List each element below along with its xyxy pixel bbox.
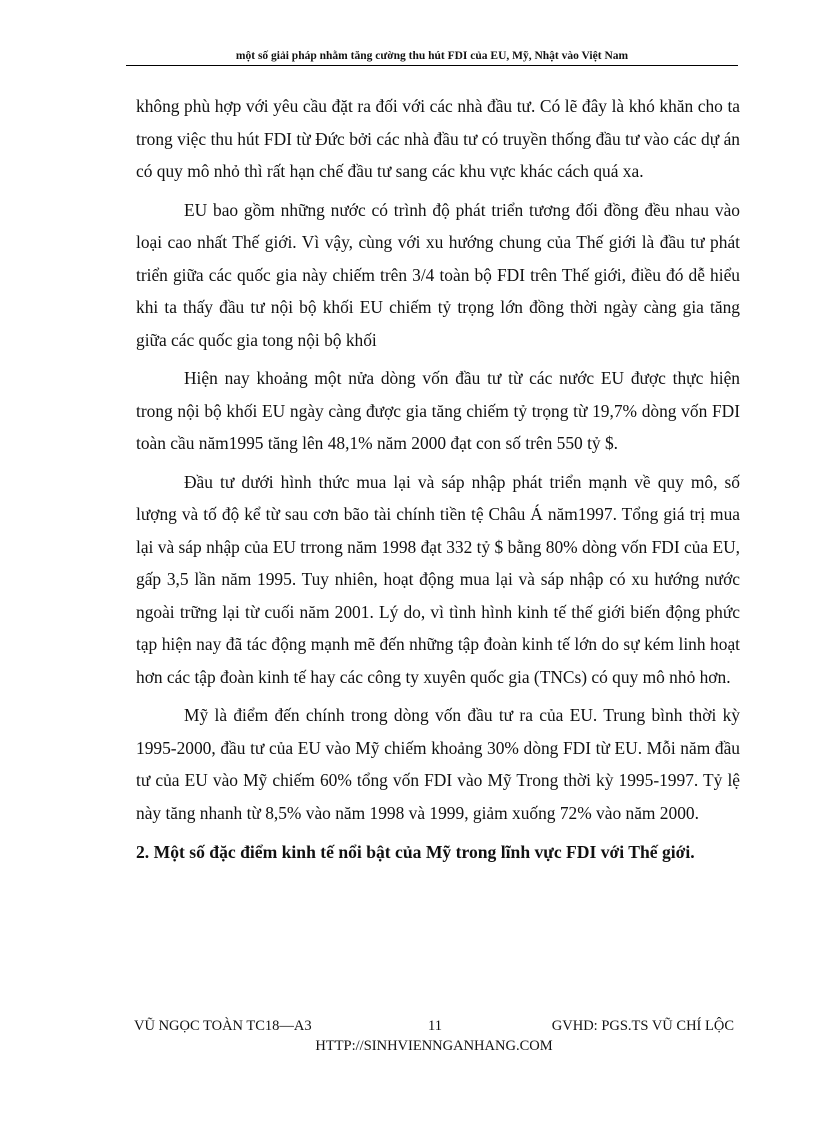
footer-url: HTTP://SINHVIENNGANHANG.COM <box>315 1038 553 1054</box>
section-heading: 2. Một số đặc điểm kinh tế nổi bật của Mỹ trong lĩnh vực FDI với Thế giới. <box>136 842 695 862</box>
running-header: một số giải pháp nhằm tăng cường thu hút FDI của EU, Mỹ, Nhật vào Việt Nam <box>235 50 629 62</box>
footer-author: VŨ NGỌC TOÀN TC18—A3 <box>134 1018 312 1034</box>
paragraph-eu-internal-investment: Hiện nay khoảng một nửa dòng vốn đầu tư từ các nước EU được thực hiện trong nội bộ khối EU ngày càng được gia tăng chiếm tỷ trọng từ 19,7% dòng vốn FDI toàn cầu năm1995 tăng lên 48,1% năm 2000 đạt con số trên 550 tỷ $. <box>136 368 740 453</box>
paragraph-eu-development: EU bao gồm những nước có trình độ phát triển tương đối đồng đều nhau vào loại cao nhất Thế giới. Vì vậy, cùng với xu hướng chung của Thế giới là đầu tư phát triển giữa các quốc gia này chiếm trên 3/4 toàn bộ FDI trên Thế giới, điều đó dễ hiểu khi ta thấy đầu tư nội bộ khối EU chiếm tỷ trọng lớn đồng thời ngày càng gia tăng giữa các quốc gia tong nội bộ khối <box>136 199 740 350</box>
paragraph-us-destination: Mỹ là điểm đến chính trong dòng vốn đầu tư ra của EU. Trung bình thời kỳ 1995-2000, đầu tư của EU vào Mỹ chiếm khoảng 30% dòng FDI từ EU. Mỗi năm đầu tư của EU vào Mỹ chiếm 60% tổng vốn FDI vào Mỹ Trong thời kỳ 1995-1997. Tỷ lệ này tăng nhanh từ 8,5% vào năm 1998 và 1999, giảm xuống 72% vào năm 2000. <box>136 705 740 823</box>
paragraph-continuation: không phù hợp với yêu cầu đặt ra đối với các nhà đầu tư. Có lẽ đây là khó khăn cho ta trong việc thu hút FDI từ Đức bởi các nhà đầu tư có truyền thống đầu tư vào các dự án có quy mô nhỏ thì rất hạn chế đầu tư sang các khu vực khác cách quá xa. <box>136 96 740 181</box>
footer-advisor: GVHD: PGS.TS VŨ CHÍ LỘC <box>551 1018 734 1034</box>
paragraph-mergers-acquisitions: Đầu tư dưới hình thức mua lại và sáp nhập phát triển mạnh về quy mô, số lượng và tố độ kể từ sau cơn bão tài chính tiền tệ Châu Á năm1997. Tổng giá trị mua lại và sáp nhập của EU trrong năm 1998 đạt 332 tỷ $ bằng 80% dòng vốn FDI của EU, gấp 3,5 lần năm 1995. Tuy nhiên, hoạt động mua lại và sáp nhập có xu hướng nước ngoài trững lại từ cuối năm 2001. Lý do, vì tình hình kinh tế thế giới biến động phức tạp hiện nay đã tác động mạnh mẽ đến những tập đoàn kinh tế lớn do sự kém linh hoạt hơn các tập đoàn kinh tế hay các công ty xuyên quốc gia (TNCs) có quy mô nhỏ hơn. <box>136 471 740 687</box>
page-number: 11 <box>428 1018 442 1034</box>
body-text <box>136 90 740 867</box>
page-footer <box>134 1018 734 1055</box>
header-divider <box>126 65 738 66</box>
